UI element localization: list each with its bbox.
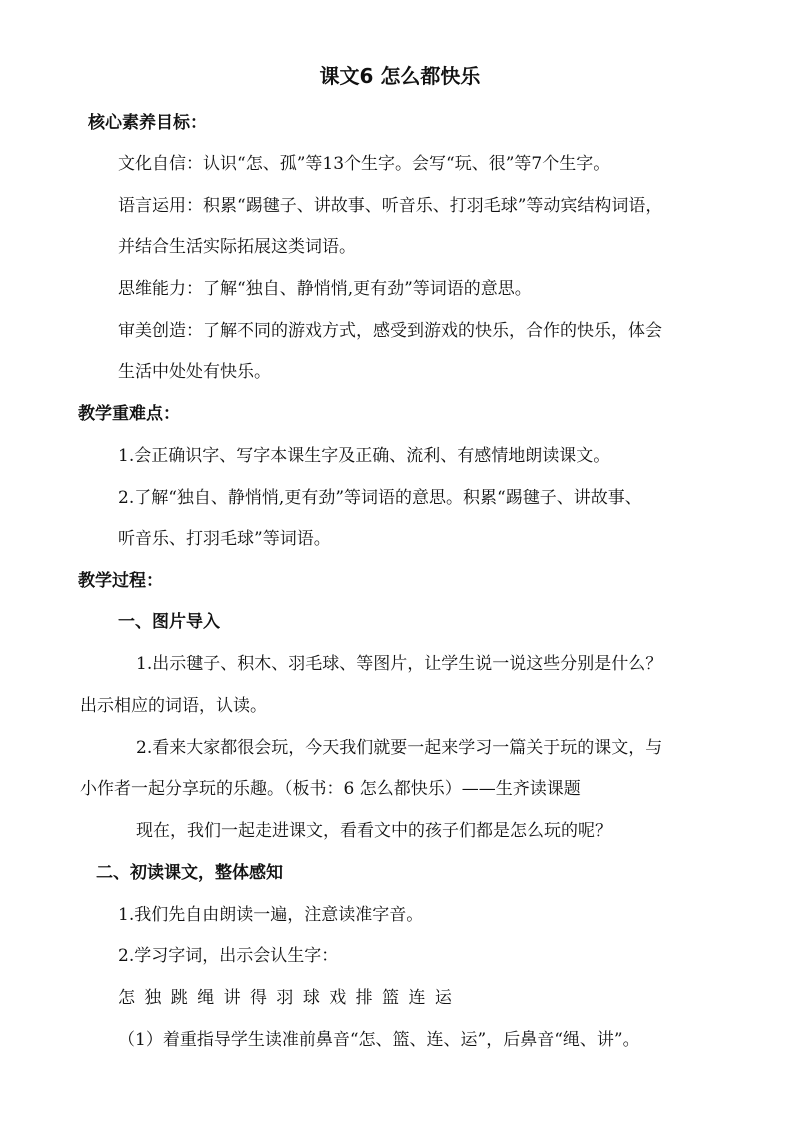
process-line: （1）着重指导学生读准前鼻音“怎、篮、连、运”，后鼻音“绳、讲”。 [118,1030,640,1050]
process-line: 现在，我们一起走进课文，看看文中的孩子们都是怎么玩的呢？ [136,821,612,841]
core-goals-line: 文化自信：认识“怎、孤”等13个生字。会写“玩、很”等7个生字。 [118,154,611,174]
core-goals-heading: 核心素养目标： [88,113,207,133]
process-line: 出示相应的词语，认读。 [80,696,267,716]
section-heading: 二、初读课文，整体感知 [96,863,283,883]
process-heading: 教学过程： [78,571,163,591]
core-goals-line: 语言运用：积累“踢毽子、讲故事、听音乐、打羽毛球”等动宾结构词语， [118,196,663,216]
core-goals-line: 审美创造：了解不同的游戏方式，感受到游戏的快乐，合作的快乐，体会 [118,321,662,341]
section-heading: 一、图片导入 [118,612,220,632]
core-goals-line: 生活中处处有快乐。 [118,362,271,382]
new-characters-line: 怎 独 跳 绳 讲 得 羽 球 戏 排 篮 连 运 [118,988,454,1008]
key-points-line: 听音乐、打羽毛球”等词语。 [118,529,331,549]
core-goals-line: 思维能力：了解“独自、静悄悄,更有劲”等词语的意思。 [118,279,532,299]
core-goals-line: 并结合生活实际拓展这类词语。 [118,237,356,257]
key-points-heading: 教学重难点： [78,404,180,424]
key-points-line: 2.了解“独自、静悄悄,更有劲”等词语的意思。积累“踢毽子、讲故事、 [118,488,642,508]
process-line: 小作者一起分享玩的乐趣。（板书：6 怎么都快乐）——生齐读课题 [80,779,581,799]
process-line: 1.出示毽子、积木、羽毛球、等图片，让学生说一说这些分别是什么？ [136,654,663,674]
key-points-line: 1.会正确识字、写字本课生字及正确、流利、有感情地朗读课文。 [118,446,611,466]
page-title: 课文6 怎么都快乐 [319,64,481,88]
process-line: 2.学习字词，出示会认生字： [118,946,339,966]
process-line: 2.看来大家都很会玩，今天我们就要一起来学习一篇关于玩的课文，与 [136,738,663,758]
process-line: 1.我们先自由朗读一遍，注意读准字音。 [118,905,424,925]
